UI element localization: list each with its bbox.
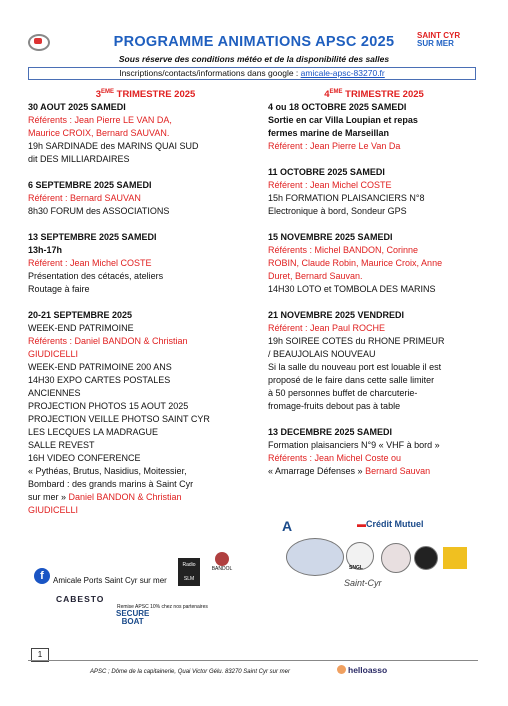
trimester-heading-left: 3EME TRIMESTRE 2025 — [95, 89, 196, 101]
facebook-label[interactable]: Amicale Ports Saint Cyr sur mer — [53, 576, 167, 585]
event-line: Formation plaisanciers N°9 « VHF à bord » — [268, 440, 440, 451]
page-title: PROGRAMME ANIMATIONS APSC 2025 — [113, 34, 395, 50]
footer-address: APSC ; Dôme de la capitainerie, Quai Victor Gélu. 83270 Saint Cyr sur mer — [90, 669, 290, 675]
event-line: 13 DECEMBRE 2025 SAMEDI — [268, 427, 393, 438]
event-line: PROJECTION VEILLE PHOTSO SAINT CYR — [28, 414, 210, 425]
event-line: Si la salle du nouveau port est louable il est — [268, 362, 442, 373]
event-line: 20-21 SEPTEMBRE 2025 — [28, 310, 133, 321]
event-line: Référents : Jean Michel Coste ou — [268, 453, 402, 464]
event-line: à 50 personnes buffet de charcuterie- — [268, 388, 418, 399]
saint-cyr-sponsor-logo: Saint-Cyr — [344, 578, 382, 588]
facebook-icon[interactable]: f — [34, 568, 50, 584]
event-line: Electronique à bord, Sondeur GPS — [268, 206, 407, 217]
event-line: 4 ou 18 OCTOBRE 2025 SAMEDI — [268, 102, 407, 113]
event-line: fromage-fruits debout pas à table — [268, 401, 401, 412]
event-line: Bombard : des grands marins à Saint Cyr — [28, 479, 194, 490]
right-column — [268, 86, 480, 478]
event-line: Duret, Bernard Sauvan. — [268, 271, 363, 282]
boat-sponsor-logo — [286, 538, 344, 576]
footer-divider — [28, 660, 478, 661]
round-sponsor-logo-2 — [414, 546, 438, 570]
event-line: 19h SOIREE COTES du RHONE PRIMEUR — [268, 336, 445, 347]
page-subtitle: Sous réserve des conditions météo et de la disponibilité des salles — [118, 54, 390, 64]
event-line: sur mer » Daniel BANDON & Christian — [28, 492, 182, 503]
event-line: proposé de le faire dans cette salle limiter — [268, 375, 435, 386]
event-line: GIUDICELLI — [28, 349, 79, 360]
event-line: 6 SEPTEMBRE 2025 SAMEDI — [28, 180, 152, 191]
credit-mutuel-logo: ▬Crédit Mutuel — [357, 519, 424, 529]
event-line: Référent : Jean Paul ROCHE — [268, 323, 386, 334]
event-line: GIUDICELLI — [28, 505, 79, 516]
event-line: Sortie en car Villa Loupian et repas — [268, 115, 418, 126]
saint-cyr-logo: SAINT CYR SUR MER — [417, 31, 461, 48]
event-line: 11 OCTOBRE 2025 SAMEDI — [268, 167, 385, 178]
secure-boat-logo: SECURE BOAT — [116, 609, 150, 626]
sngl-logo: SNGL — [346, 542, 374, 570]
left-events — [28, 101, 263, 517]
round-sponsor-logo-1 — [381, 543, 411, 573]
partner-discount-note: Remise APSC 10% chez nos partenaires — [117, 604, 208, 610]
sponsor-a-logo: A — [282, 518, 293, 534]
cabesto-logo: CABESTO — [56, 594, 105, 604]
info-box — [28, 67, 476, 80]
event-line: Référents : Jean Pierre LE VAN DA, — [28, 115, 172, 126]
info-prefix: Inscriptions/contacts/informations dans google : — [119, 68, 301, 78]
event-line: 30 AOUT 2025 SAMEDI — [28, 102, 126, 113]
event-line: Routage à faire — [28, 284, 90, 295]
event-line: PROJECTION PHOTOS 15 AOUT 2025 — [28, 401, 189, 412]
event-line: 15h FORMATION PLAISANCIERS N°8 — [268, 193, 425, 204]
event-line: / BEAUJOLAIS NOUVEAU — [268, 349, 376, 360]
event-line: SALLE REVEST — [28, 440, 95, 451]
event-line: ANCIENNES — [28, 388, 81, 399]
event-line: 19h SARDINADE des MARINS QUAI SUD — [28, 141, 199, 152]
event-line: 14H30 LOTO et TOMBOLA DES MARINS — [268, 284, 436, 295]
event-line: 16H VIDEO CONFERENCE — [28, 453, 141, 464]
sponsor-logo-3 — [443, 547, 467, 569]
event-line: Maurice CROIX, Bernard SAUVAN. — [28, 128, 170, 139]
event-line: WEEK-END PATRIMOINE — [28, 323, 134, 334]
website-link[interactable]: amicale-apsc-83270.fr — [300, 68, 385, 78]
event-line: 15 NOVEMBRE 2025 SAMEDI — [268, 232, 393, 243]
event-line: « Amarrage Défenses » Bernard Sauvan — [268, 466, 431, 477]
event-line: Référents : Daniel BANDON & Christian — [28, 336, 188, 347]
bandol-logo: BANDOL — [204, 552, 240, 582]
page-number: 1 — [31, 648, 49, 662]
event-line: 8h30 FORUM des ASSOCIATIONS — [28, 206, 170, 217]
event-line: Référent : Jean Michel COSTE — [28, 258, 152, 269]
event-line: Référent : Jean Pierre Le Van Da — [268, 141, 401, 152]
event-line: Référents : Michel BANDON, Corinne — [268, 245, 419, 256]
event-line: LES LECQUES LA MADRAGUE — [28, 427, 159, 438]
event-line: 21 NOVEMBRE 2025 VENDREDI — [268, 310, 405, 321]
event-line: dit DES MILLIARDAIRES — [28, 154, 130, 165]
event-line: « Pythéas, Brutus, Nasidius, Moitessier, — [28, 466, 187, 477]
event-line: WEEK-END PATRIMOINE 200 ANS — [28, 362, 172, 373]
event-line: 14H30 EXPO CARTES POSTALES — [28, 375, 171, 386]
event-line: ROBIN, Claude Robin, Maurice Croix, Anne — [268, 258, 443, 269]
trimester-heading-right: 4EME TRIMESTRE 2025 — [324, 89, 424, 101]
event-line: 13 SEPTEMBRE 2025 SAMEDI — [28, 232, 157, 243]
event-line: fermes marine de Marseillan — [268, 128, 390, 139]
helloasso-logo[interactable]: helloasso — [337, 665, 387, 675]
right-events — [268, 101, 480, 478]
event-line: Présentation des cétacés, ateliers — [28, 271, 164, 282]
radio-slm-logo: Radio SLM — [178, 558, 200, 586]
left-column — [28, 86, 263, 517]
helloasso-icon — [337, 665, 346, 674]
event-line: Référent : Bernard SAUVAN — [28, 193, 141, 204]
event-line: 13h-17h — [28, 245, 63, 256]
event-line: Référent : Jean Michel COSTE — [268, 180, 392, 191]
